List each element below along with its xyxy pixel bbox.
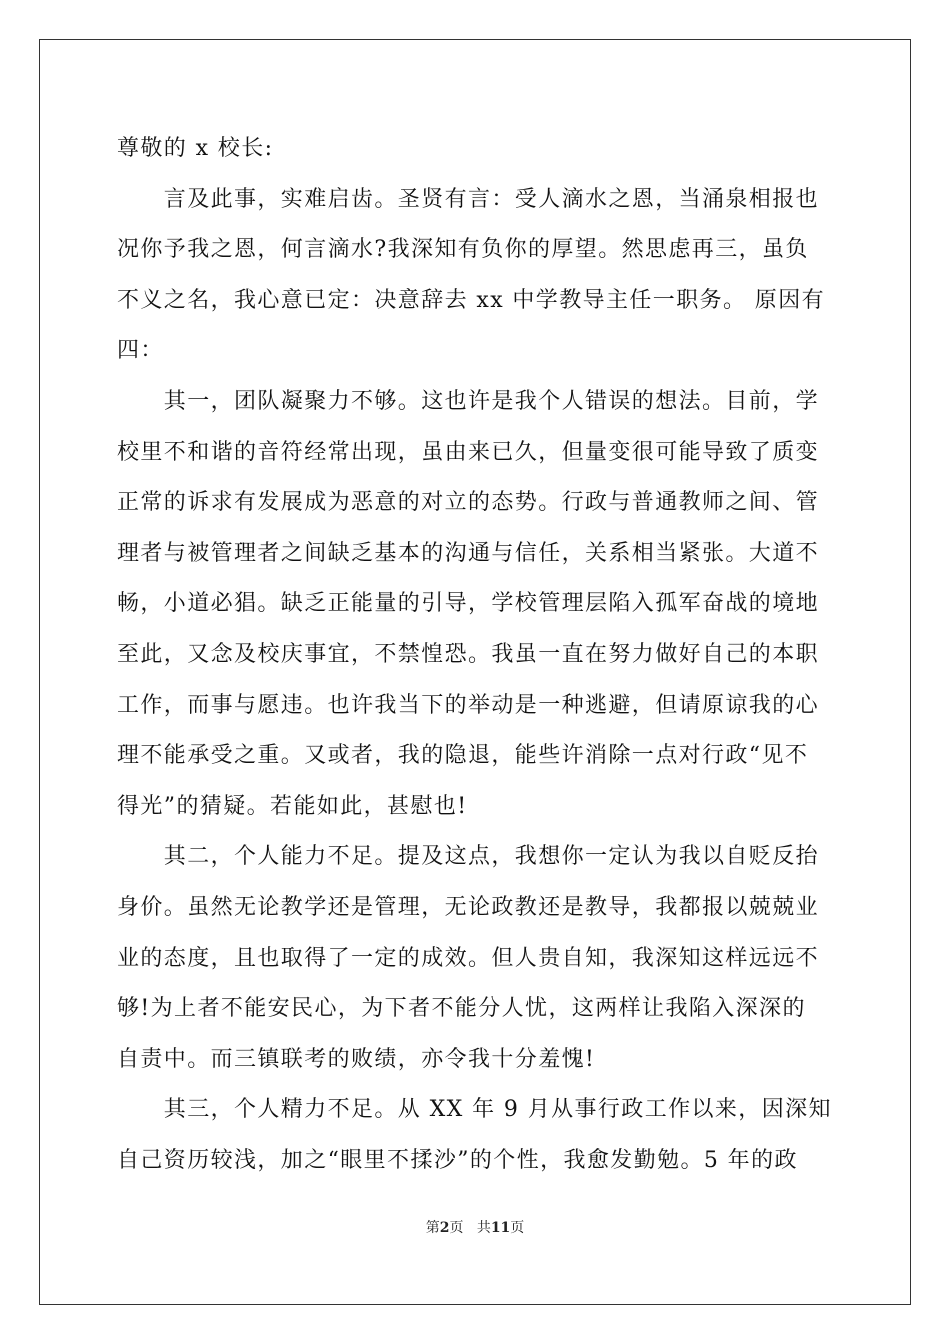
document-body	[117, 124, 833, 1186]
page-number: 2	[439, 1220, 450, 1236]
total-suffix: 页	[510, 1220, 525, 1236]
text-line: 况你予我之恩，何言滴水?我深知有负你的厚望。然思虑再三，虽负	[117, 237, 809, 263]
text-line: 其一，团队凝聚力不够。这也许是我个人错误的想法。目前，学	[117, 388, 820, 414]
total-pages: 11	[490, 1220, 511, 1236]
text-line: 至此，又念及校庆事宜，不禁惶恐。我虽一直在努力做好自己的本职	[117, 641, 820, 667]
text-line: 其二，个人能力不足。提及这点，我想你一定认为我以自贬反抬	[117, 844, 820, 870]
page-footer	[0, 1217, 950, 1237]
text-line: 不义之名，我心意已定：决意辞去 xx 中学教导主任一职务。 原因有	[117, 287, 825, 313]
text-line: 言及此事，实难启齿。圣贤有言：受人滴水之恩，当涌泉相报也	[117, 186, 820, 212]
text-line: 得光”的猜疑。若能如此，甚慰也!	[117, 793, 468, 819]
salutation: 尊敬的 x 校长:	[117, 136, 274, 161]
text-line: 业的态度，且也取得了一定的成效。但人贵自知，我深知这样远远不	[117, 945, 820, 971]
text-line: 畅，小道必猖。缺乏正能量的引导，学校管理层陷入孤军奋战的境地	[117, 591, 820, 617]
text-line: 自责中。而三镇联考的败绩，亦令我十分羞愧!	[117, 1046, 596, 1072]
text-line: 四：	[117, 338, 164, 364]
text-line: 理不能承受之重。又或者，我的隐退，能些许消除一点对行政“见不	[117, 743, 809, 769]
total-prefix: 共	[476, 1220, 491, 1236]
text-line: 自己资历较浅，加之“眼里不揉沙”的个性，我愈发勤勉。5 年的政	[117, 1147, 798, 1173]
text-line: 够!为上者不能安民心，为下者不能分人忧，这两样让我陷入深深的	[117, 996, 806, 1022]
text-line: 其三，个人精力不足。从 XX 年 9 月从事行政工作以来，因深知	[117, 1097, 832, 1123]
text-line: 校里不和谐的音符经常出现，虽由来已久，但量变很可能导致了质变	[117, 439, 820, 465]
page-label-suffix: 页	[449, 1220, 464, 1236]
text-line: 工作，而事与愿违。也许我当下的举动是一种逃避，但请原谅我的心	[117, 692, 820, 718]
page-label-prefix: 第	[425, 1220, 440, 1236]
text-line: 身价。虽然无论教学还是管理，无论政教还是教导，我都报以兢兢业	[117, 894, 820, 920]
text-line: 正常的诉求有发展成为恶意的对立的态势。行政与普通教师之间、管	[117, 490, 820, 516]
text-line: 理者与被管理者之间缺乏基本的沟通与信任，关系相当紧张。大道不	[117, 540, 820, 566]
